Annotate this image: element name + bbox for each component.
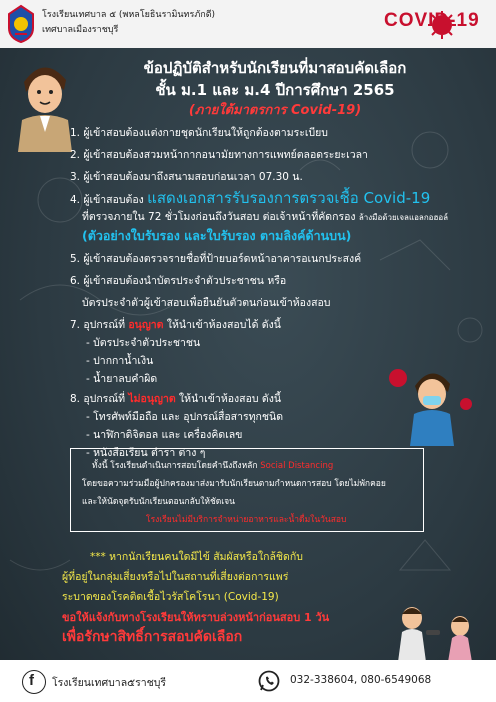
- rule-4-highlight: แสดงเอกสารรับรองการตรวจเชื้อ Covid-19: [147, 189, 431, 207]
- phone-numbers: 032-338604, 080-6549068: [290, 674, 432, 686]
- student-illustration: [380, 356, 480, 446]
- rule-4-prefix: 4. ผู้เข้าสอบต้อง: [70, 194, 144, 206]
- school-name-line1: โรงเรียนเทศบาล ๕ (พหลโยธินรามินทรภักดี): [42, 10, 216, 20]
- notice-line1-text: ทั้งนี้ โรงเรียนดำเนินการสอบโดยคำนึงถึงหลัก: [92, 461, 258, 471]
- rule-7-highlight: อนุญาต: [128, 319, 164, 331]
- page-subtitle: (ภายใต้มาตรการ Covid-19): [188, 103, 362, 118]
- notice-highlight: Social Distancing: [260, 461, 334, 471]
- rule-1: 1. ผู้เข้าสอบต้องแต่งกายชุดนักเรียนให้ถูกต้องตามระเบียบ: [70, 127, 328, 139]
- note-line4: ขอให้แจ้งกับทางโรงเรียนให้ทราบล่วงหน้าก่อนสอบ 1 วัน: [62, 611, 330, 624]
- rule-8-suffix: ให้นำเข้าห้องสอบ ดังนี้: [179, 393, 282, 405]
- rule-7-item: - บัตรประจำตัวประชาชน: [86, 337, 201, 349]
- school-name: [42, 8, 215, 38]
- notice-line3: และให้นัดจุดรับนักเรียนตอนกลับให้ชัดเจน: [82, 497, 235, 507]
- rule-6-line2: บัตรประจำตัวผู้เข้าสอบเพื่อยืนยันตัวตนก่อนเข้าห้องสอบ: [82, 297, 331, 309]
- rule-8-highlight: ไม่อนุญาต: [128, 393, 176, 405]
- notice-line2: โดยขอความร่วมมือผู้ปกครองมาส่งมารับนักเรียนตามกำหนดการสอบ โดยไม่พักคอย: [82, 479, 386, 489]
- rule-4-line2-small: ล้างมือด้วยเจลแอลกอฮอล์: [358, 213, 449, 222]
- rule-8-prefix: 8. อุปกรณ์ที่: [70, 393, 125, 405]
- rule-5: 5. ผู้เข้าสอบต้องตรวจรายชื่อที่ป้ายบอร์ดหน้าอาคารอเนกประสงค์: [70, 253, 362, 265]
- page-title-line2: ชั้น ม.1 และ ม.4 ปีการศึกษา 2565: [155, 81, 395, 99]
- page-title-line1: ข้อปฏิบัติสำหรับนักเรียนที่มาสอบคัดเลือก: [143, 59, 407, 77]
- facebook-page-name: โรงเรียนเทศบาล๕ราชบุรี: [52, 677, 167, 689]
- rule-6-line1: 6. ผู้เข้าสอบต้องนำบัตรประจำตัวประชาชน หรือ: [70, 275, 287, 287]
- rule-7: [70, 316, 281, 333]
- note-line2: ผู้ที่อยู่ในกลุ่มเสี่ยงหรือไปในสถานที่เสี่ยงต่อการแพร่: [62, 571, 289, 583]
- rule-4-line3: (ตัวอย่างใบรับรอง และใบรับรอง ตามลิงค์ด้านบน): [82, 228, 352, 243]
- screening-illustration: [382, 600, 492, 662]
- rule-8-item: - โทรศัพท์มือถือ และ อุปกรณ์สื่อสารทุกชนิด: [86, 411, 284, 423]
- facebook-icon: f: [22, 670, 46, 694]
- header-bar: [0, 0, 496, 48]
- notice-line4: โรงเรียนไม่มีบริการจำหน่ายอาหารและน้ำดื่มในวันสอบ: [146, 515, 347, 525]
- rule-2: 2. ผู้เข้าสอบต้องสวมหน้ากากอนามัยทางการแพทย์ตลอดระยะเวลา: [70, 149, 368, 161]
- note-line3: ระบาดของโรคติดเชื้อไวรัสโคโรนา (Covid-19): [62, 591, 279, 603]
- footer-bar: [0, 660, 496, 702]
- rule-7-prefix: 7. อุปกรณ์ที่: [70, 319, 125, 331]
- rule-4-line2: [82, 208, 448, 225]
- note-line5: เพื่อรักษาสิทธิ์การสอบคัดเลือก: [62, 629, 243, 645]
- rule-8-item: - นาฬิกาดิจิตอล และ เครื่องคิดเลข: [86, 429, 243, 441]
- rule-7-item: - ปากกาน้ำเงิน: [86, 355, 154, 367]
- covid-logo-text: COVID-19: [384, 10, 480, 31]
- rule-7-suffix: ให้นำเข้าห้องสอบได้ ดังนี้: [166, 319, 281, 331]
- school-emblem-icon: [6, 4, 36, 44]
- rule-4: [70, 186, 430, 210]
- note-line1: *** หากนักเรียนคนใดมีไข้ สัมผัสหรือใกล้ชิดกับ: [90, 551, 303, 563]
- whatsapp-icon: [258, 670, 280, 692]
- rule-3: 3. ผู้เข้าสอบต้องมาถึงสนามสอบก่อนเวลา 07.30 น.: [70, 171, 303, 183]
- school-name-line2: เทศบาลเมืองราชบุรี: [42, 25, 119, 35]
- rule-7-item: - น้ำยาลบคำผิด: [86, 373, 158, 385]
- notice-line1: [92, 458, 333, 472]
- rule-4-line2-text: ที่ตรวจภายใน 72 ชั่วโมงก่อนถึงวันสอบ ต่อเจ้าหน้าที่คัดกรอง: [82, 211, 356, 223]
- rule-8-item: - หนังสือเรียน ตำรา ต่าง ๆ: [86, 447, 206, 459]
- rule-8: [70, 390, 281, 407]
